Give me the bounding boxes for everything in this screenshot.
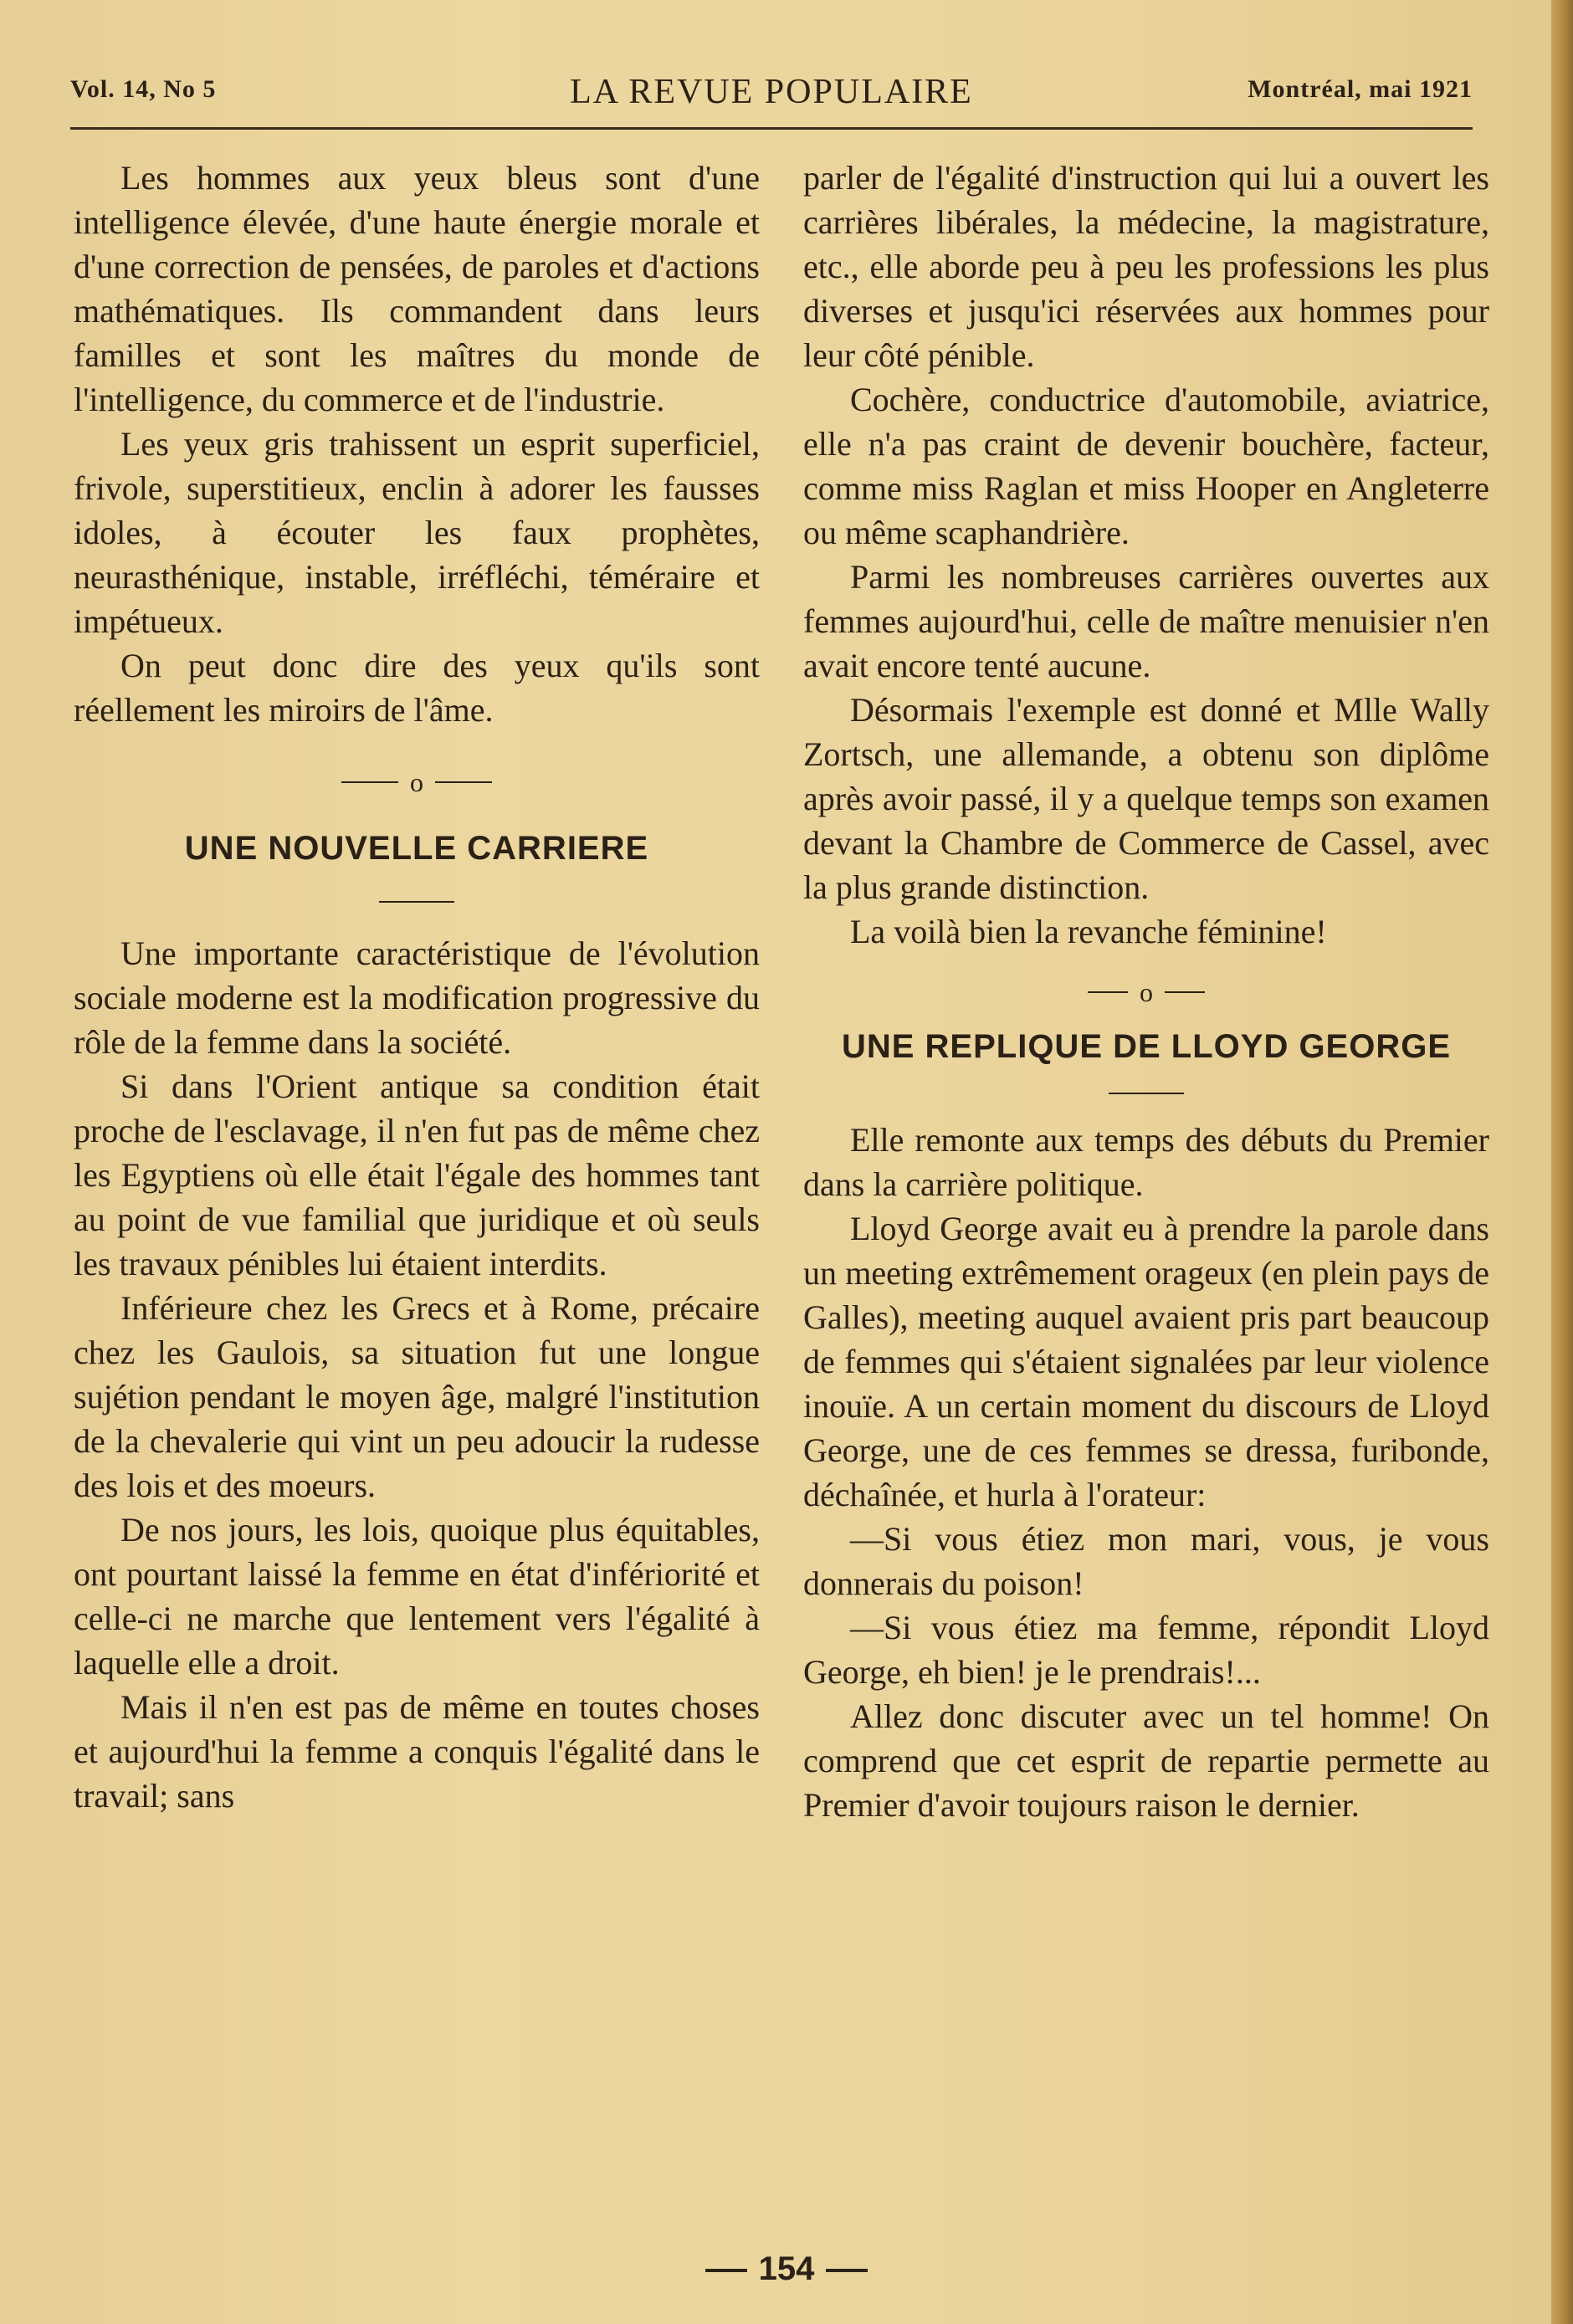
paragraph: Parmi les nombreuses carrières ouvertes aux femmes aujourd'hui, celle de maître menuisier n'en avait encore tenté aucune. [803,558,1489,684]
paragraph: Si dans l'Orient antique sa condition était proche de l'esclavage, il n'en fut pas de même chez les Egyptiens où elle était l'égale des hommes tant au point de vue familial que juridique et où seuls les travaux pénibles lui étaient interdits. [74,1067,760,1282]
paragraph: Les yeux gris trahissent un esprit superficiel, frivole, superstitieux, enclin à adorer les fausses idoles, à écouter les faux prophètes, neurasthénique, instable, irréfléchi, téméraire et impétueux. [74,425,760,640]
paragraph: Inférieure chez les Grecs et à Rome, précaire chez les Gaulois, sa situation fut une longue sujétion pendant le moyen âge, malgré l'institution de la chevalerie qui vint un peu adoucir la rudesse des lois et des moeurs. [74,1288,760,1504]
paragraph: Une importante caractéristique de l'évolution sociale moderne est la modification progressive du rôle de la femme dans la société. [74,934,760,1061]
section-title: UNE REPLIQUE DE LLOYD GEORGE [841,1027,1452,1065]
header-rule [70,127,1473,130]
publication-title: LA REVUE POPULAIRE [570,73,973,111]
title-rule [379,901,454,903]
paragraph: Allez donc discuter avec un tel homme! On comprend que cet esprit de repartie permette au Premier d'avoir toujours raison le dernier. [803,1697,1489,1824]
paragraph: Cochère, conductrice d'automobile, aviatrice, elle n'a pas craint de devenir bouchère, facteur, comme miss Raglan et miss Hooper en Angleterre ou même scaphandrière. [803,381,1489,551]
separator-mark: o [410,766,423,797]
paragraph: Les hommes aux yeux bleus sont d'une intelligence élevée, d'une haute énergie morale et d'une correction de pensées, de paroles et d'actions mathématiques. Ils commandent dans leurs familles et sont les maîtres du monde de l'intelligence, du commerce et de l'industrie. [74,159,760,418]
section-separator [803,972,1489,1009]
paragraph: Désormais l'exemple est donné et Mlle Wally Zortsch, une allemande, a obtenu son diplôme après avoir passé, il y a quelque temps son examen devant la Chambre de Commerce de Cassel, avec la plus grande distinction. [803,691,1489,906]
section-title: UNE NOUVELLE CARRIERE [184,829,649,867]
page-edge [1551,0,1573,2324]
right-column [803,156,1489,1827]
page-number: 154 [758,2250,815,2287]
paragraph: Lloyd George avait eu à prendre la parole dans un meeting extrêmement orageux (en plein pays de Galles), meeting auquel avaient pris part beaucoup de femmes qui s'étaient signalées par leur violence inouïe. A un certain moment du discours de Lloyd George, une de ces femmes se dressa, furibonde, déchaînée, et hurla à l'orateur: [803,1209,1489,1513]
separator-mark: o [1140,976,1153,1007]
paragraph-continuation: parler de l'égalité d'instruction qui lui a ouvert les carrières libérales, la médecine, la magistrature, etc., elle aborde peu à peu les professions les plus diverses et jusqu'ici réservées aux hommes pour leur côté pénible. [803,159,1489,374]
section-separator [74,762,760,799]
folio-dash [826,2269,868,2272]
separator-dash [341,781,398,783]
separator-dash [435,781,492,783]
place-date: Montréal, mai 1921 [1248,75,1473,103]
paragraph: —Si vous étiez ma femme, répondit Lloyd George, eh bien! je le prendrais!... [803,1608,1489,1691]
running-header [70,72,1473,114]
left-column [74,156,760,1818]
paragraph: La voilà bien la revanche féminine! [850,913,1327,950]
title-rule [1109,1093,1184,1094]
page-folio [0,2250,1573,2288]
paragraph: Elle remonte aux temps des débuts du Premier dans la carrière politique. [803,1120,1489,1203]
paragraph: —Si vous étiez mon mari, vous, je vous donnerais du poison! [803,1519,1489,1602]
volume-issue: Vol. 14, No 5 [70,75,217,103]
paragraph: Mais il n'en est pas de même en toutes choses et aujourd'hui la femme a conquis l'égalité dans le travail; sans [74,1687,760,1815]
separator-dash [1088,991,1128,993]
folio-dash [705,2269,747,2272]
paragraph: De nos jours, les lois, quoique plus équitables, ont pourtant laissé la femme en état d'infériorité et celle-ci ne marche que lentement vers l'égalité à laquelle elle a droit. [74,1510,760,1682]
paragraph: On peut donc dire des yeux qu'ils sont réellement les miroirs de l'âme. [74,647,760,729]
separator-dash [1165,991,1205,993]
